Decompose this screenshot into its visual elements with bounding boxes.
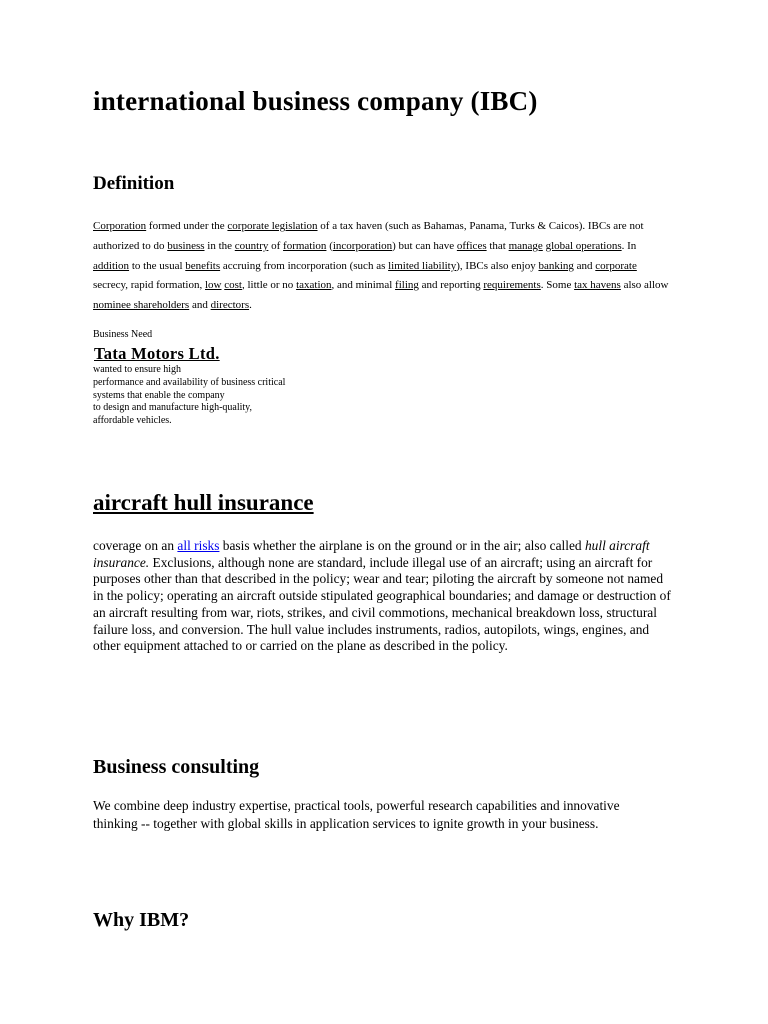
glossary-term-link[interactable]: cost [224,279,242,292]
business-need-line: to design and manufacture high-quality, [93,402,253,414]
definition-text: , little or no [241,279,297,292]
definition-text: ) but can have [392,239,457,252]
definition-text: ), IBCs also enjoy [456,259,539,272]
definition-text: also allow [620,279,669,292]
hull-insurance-paragraph [93,538,673,655]
glossary-term-link[interactable]: business [167,239,205,252]
glossary-term-link[interactable]: nominee shareholders [93,299,190,312]
glossary-term-link[interactable]: incorporation [332,239,393,252]
definition-text: of [268,239,284,252]
glossary-term-link[interactable]: tax havens [574,279,621,292]
business-consulting-paragraph: We combine deep industry expertise, practical tools, powerful research capabilities and innovative thinking -- together with global skills in application services to ignite growth in your business. [93,798,620,831]
definition-text: . Some [540,279,575,292]
hull-text-rest: Exclusions, although none are standard, include illegal use of an aircraft; using an aircraft for purposes other than that described in the policy; wear and tear; piloting the aircraft by someone not named in the policy; operating an aircraft outside stipulated geographical boundaries; and damage or destruction of an aircraft resulting from war, riots, strikes, and civil commotions, mechanical breakdown loss, structural failure loss, and conversion. The hull value includes instruments, radios, autopilots, wings, engines, and other equipment attached to or carried on the plane as described in the policy. [93,554,671,654]
definition-text: to the usual [129,259,186,272]
business-need-line: wanted to ensure high [93,364,182,375]
glossary-term-link[interactable]: limited liability [388,259,457,272]
glossary-term-link[interactable]: formation [283,239,327,252]
glossary-term-link[interactable]: banking [538,259,574,272]
glossary-term-link[interactable]: directors [210,299,250,312]
business-need-line: systems that enable the company [93,389,225,401]
glossary-term-link[interactable]: addition [93,259,130,272]
ibc-title: international business company (IBC) [93,86,538,116]
glossary-term-link[interactable]: Corporation [93,220,147,232]
definition-text: accruing from incorporation (such as [220,259,389,272]
definition-text: in the [204,239,235,252]
glossary-term-link[interactable]: offices [456,239,487,252]
definition-text: . In [621,239,637,252]
definition-paragraph [93,217,673,316]
definition-text: that [486,239,509,252]
business-need-text [93,364,285,428]
business-need-label: Business Need [93,329,153,340]
definition-text: and [189,299,211,312]
glossary-term-link[interactable]: taxation [296,279,332,292]
definition-text: of a tax haven (such as Bahamas, Panama, Turks & Caicos). IBCs are not authorized to do [93,220,644,252]
definition-text: formed under the [146,220,228,232]
glossary-term-link[interactable]: corporate legislation [227,220,318,232]
definition-text: , and minimal [331,279,396,292]
glossary-term-link[interactable]: manage [508,239,543,252]
definition-text: ( [326,239,333,252]
business-need-line: performance and availability of business critical [93,376,286,388]
hull-text-intro: coverage on an [93,538,178,553]
tata-motors-heading: Tata Motors Ltd. [94,344,220,363]
definition-text: . [249,299,252,312]
glossary-term-link[interactable]: low [205,279,222,292]
definition-text: and reporting [418,279,484,292]
glossary-term-link[interactable]: country [234,239,269,252]
glossary-term-link[interactable]: requirements [483,279,541,292]
all-risks-link[interactable]: all risks [177,538,220,553]
glossary-term-link[interactable]: corporate [595,259,637,272]
hull-insurance-heading: aircraft hull insurance [93,490,314,515]
glossary-term-link[interactable]: benefits [185,259,221,272]
why-ibm-heading: Why IBM? [93,909,190,931]
business-consulting-heading: Business consulting [93,756,260,778]
hull-italic-term: hull aircraft insurance. [93,538,650,570]
business-need-line: affordable vehicles. [93,415,172,427]
glossary-term-link[interactable]: filing [395,279,419,292]
hull-text-middle: basis whether the airplane is on the ground or in the air; also called [219,538,585,553]
glossary-term-link[interactable]: global operations [545,239,622,252]
definition-text: and [573,259,596,272]
definition-heading: Definition [93,173,175,194]
definition-text: secrecy, rapid formation, [93,279,205,292]
